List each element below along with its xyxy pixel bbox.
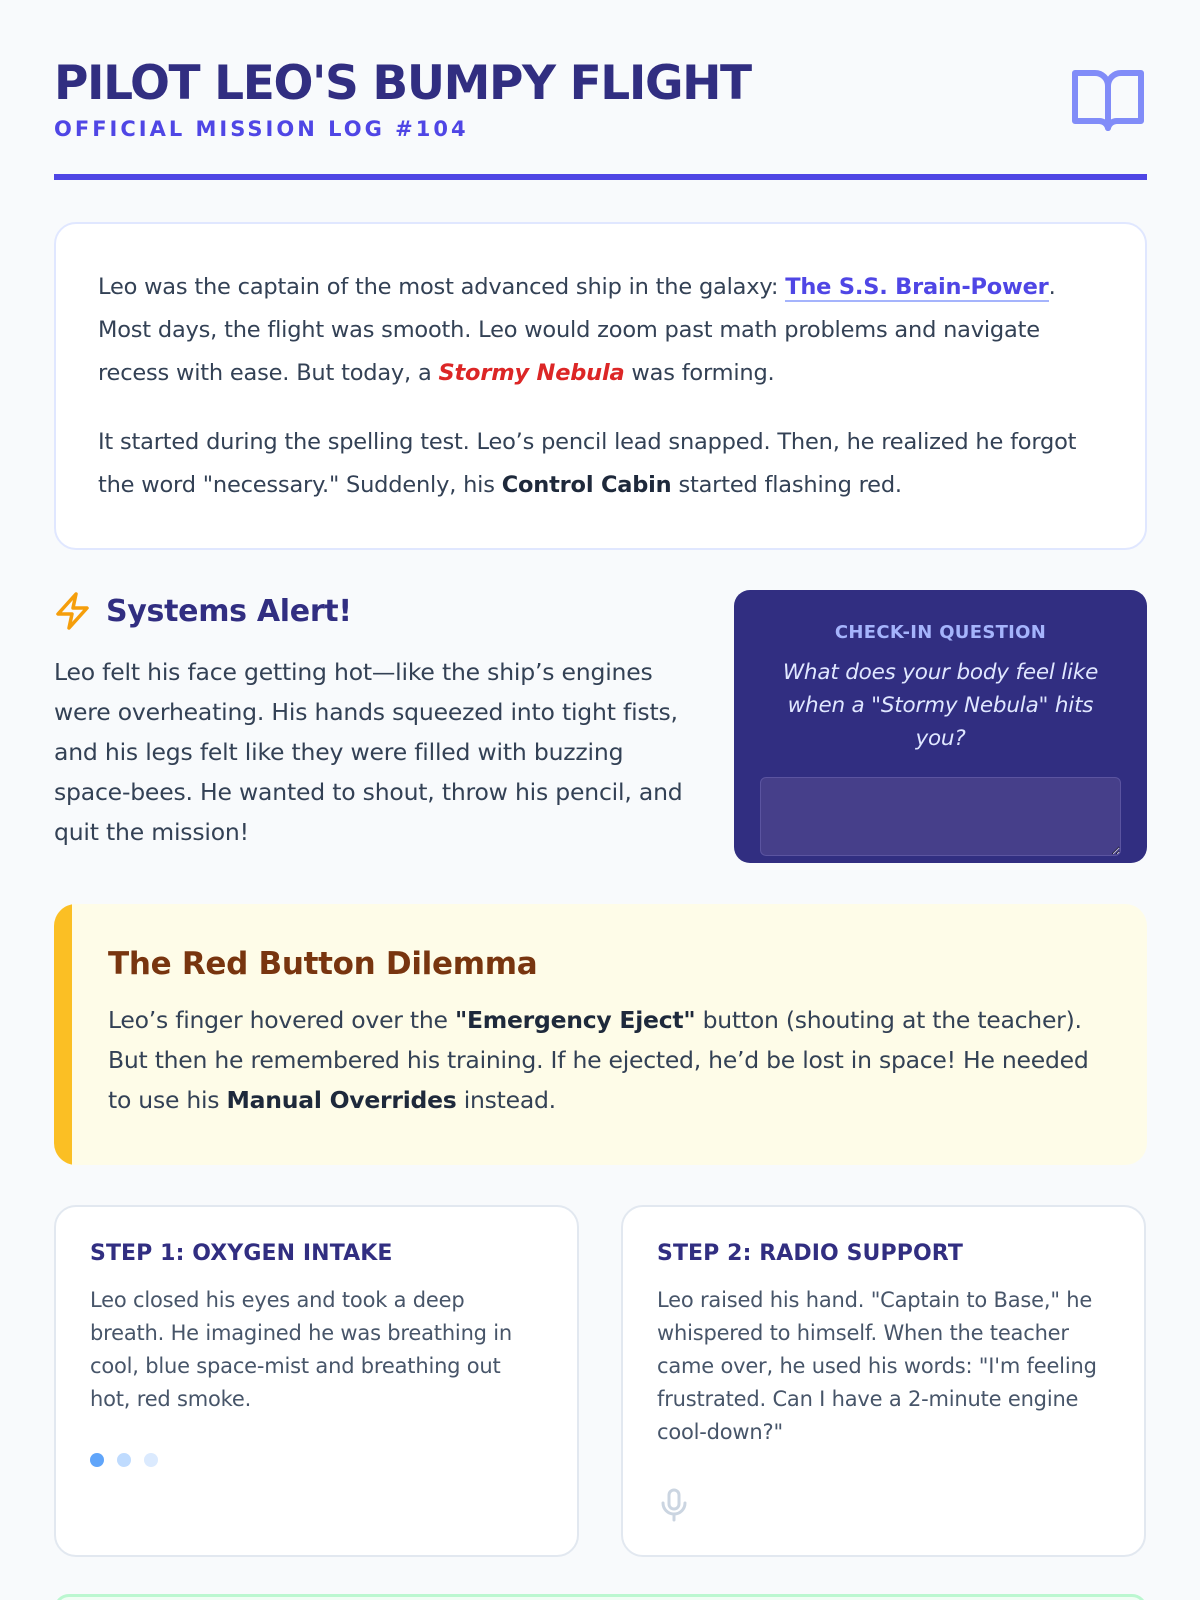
page-title: PILOT LEO'S BUMPY FLIGHT — [54, 56, 751, 111]
dilemma-text: Leo’s finger hovered over the "Emergency Eject" button (shouting at the teacher). But then he remembered his training. If he ejected, he’d be lost in space! He needed to use his Manual Overrides instead. — [108, 1006, 1089, 1114]
step-2-title: STEP 2: RADIO SUPPORT — [657, 1241, 963, 1266]
breathing-dots-icon — [90, 1453, 158, 1467]
microphone-icon — [659, 1488, 689, 1522]
manual-overrides-highlight: Manual Overrides — [226, 1086, 457, 1114]
step-1-card — [54, 1205, 579, 1557]
control-cabin-highlight: Control Cabin — [501, 472, 672, 498]
systems-alert-section — [54, 590, 704, 852]
ship-name-link[interactable]: The S.S. Brain-Power — [785, 274, 1049, 300]
dilemma-title: The Red Button Dilemma — [108, 946, 538, 982]
dot-icon — [117, 1453, 131, 1467]
story-paragraph-1: Leo was the captain of the most advanced ship in the galaxy: The S.S. Brain-Power. Most days, the flight was smooth. Leo would zoom past math problems and navigate recess with ease. But today, a Stormy Nebula was forming. — [98, 274, 1056, 386]
story-paragraph-2: It started during the spelling test. Leo’s pencil lead snapped. Then, he realized he forgot the word "necessary." Suddenly, his Control Cabin started flashing red. — [98, 429, 1077, 498]
red-button-dilemma-box — [54, 904, 1147, 1165]
check-in-card — [734, 590, 1147, 863]
step-1-title: STEP 1: OXYGEN INTAKE — [90, 1241, 393, 1266]
next-section-card-edge — [54, 1594, 1147, 1600]
check-in-label: CHECK-IN QUESTION — [834, 622, 1047, 643]
dot-icon — [90, 1453, 104, 1467]
lightning-bolt-icon — [54, 591, 92, 631]
story-card — [54, 222, 1147, 550]
dot-icon — [144, 1453, 158, 1467]
check-in-question: What does your body feel like when a "Stormy Nebula" hits you? — [782, 660, 1099, 751]
systems-alert-heading — [54, 590, 704, 632]
check-in-answer-input[interactable] — [760, 777, 1121, 856]
stormy-nebula-highlight: Stormy Nebula — [438, 360, 625, 386]
emergency-eject-highlight: "Emergency Eject" — [454, 1006, 696, 1034]
step-1-text: Leo closed his eyes and took a deep breath. He imagined he was breathing in cool, blue space-mist and breathing out hot, red smoke. — [90, 1288, 513, 1411]
systems-alert-text: Leo felt his face getting hot—like the ship’s engines were overheating. His hands squeezed into tight fists, and his legs felt like they were filled with buzzing space-bees. He wanted to shout, throw his pencil, and quit the mission! — [54, 658, 683, 846]
book-icon — [1071, 66, 1145, 136]
systems-alert-title: Systems Alert! — [106, 593, 352, 629]
page-header — [54, 56, 1147, 180]
page-subtitle: OFFICIAL MISSION LOG #104 — [54, 117, 469, 141]
step-2-text: Leo raised his hand. "Captain to Base," he whispered to himself. When the teacher came over, he used his words: "I'm feeling frustrated. Can I have a 2-minute engine cool-down?" — [657, 1288, 1097, 1444]
step-2-card — [621, 1205, 1146, 1557]
